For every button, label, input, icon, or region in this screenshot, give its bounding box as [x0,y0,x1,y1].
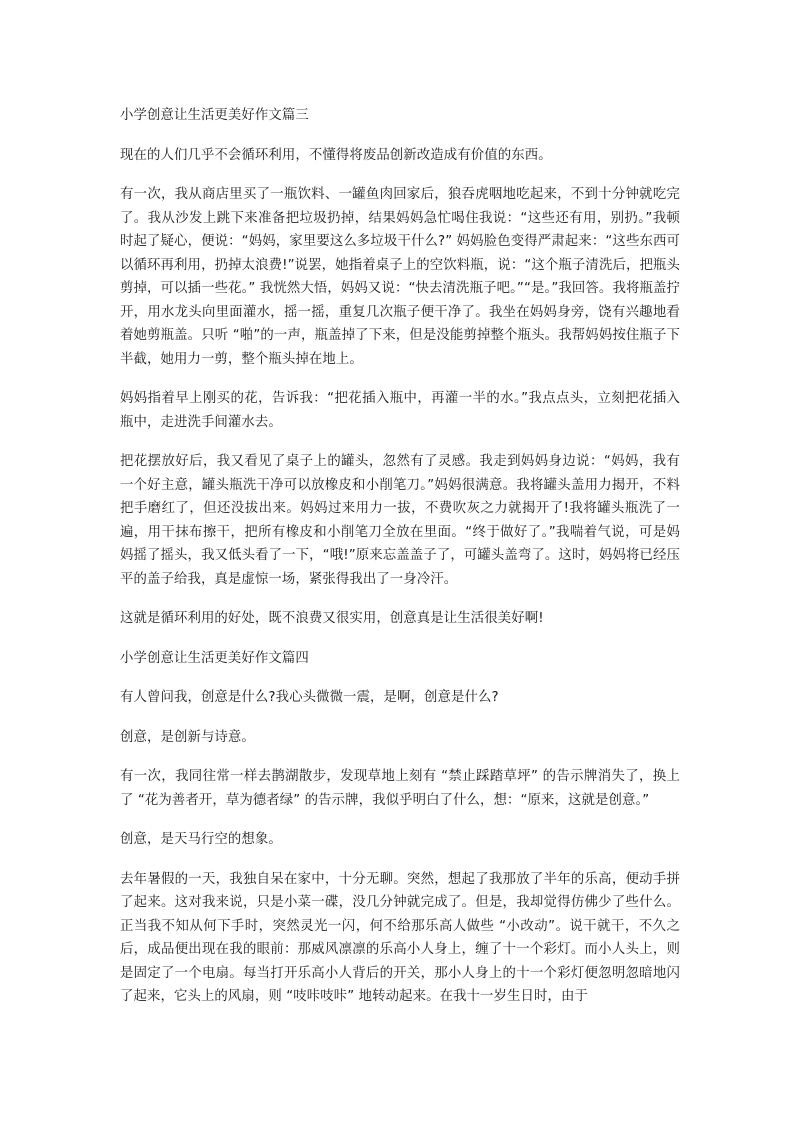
document-page [120,104,680,1025]
section-heading-four: 小学创意让生活更美好作文篇四 [120,650,309,666]
paragraph-conclusion: 这就是循环利用的好处，既不浪费又很实用，创意真是让生活很美好啊! [120,611,544,626]
paragraph-imagination: 创意，是天马行空的想象。 [120,832,282,847]
paragraph-flower: 妈妈指着早上刚买的花，告诉我：“把花插入瓶中，再灌一半的水。”我点点头，立刻把花插入瓶中，走进洗手间灌水去。 [120,391,680,430]
paragraph-lego-story: 去年暑假的一天，我独自呆在家中，十分无聊。突然，想起了我那放了半年的乐高，便动手拼了起来。这对我来说，只是小菜一碟，没几分钟就完成了。但是，我却觉得仿佛少了些什么。正当我不知从何下手时，突然灵光一闪，何不给那乐高人做些 “小改动”。说干就干，不久之后，成品便出现在我的眼前：那威风凛凛的乐高小人身上，缠了十一个彩灯。而小人头上，则是固定了一个电扇。每当打开乐高小人背后的开关，那小人身上的十一个彩灯便忽明忽暗地闪了起来，它头上的风扇，则 “吱咔吱咔” 地转动起来。在我十一岁生日时，由于 [120,871,680,1004]
paragraph-question: 有人曾问我，创意是什么?我心头微微一震，是啊，创意是什么? [120,690,499,705]
paragraph-lake-walk: 有一次，我同往常一样去鹊湖散步，发现草地上刻有 “禁止踩踏草坪” 的告示牌消失了，换上了 “花为善者开，草为德者绿” 的告示牌，我似乎明白了什么，想：“原来，这就是创意。” [120,769,680,808]
paragraph-can-story: 把花摆放好后，我又看见了桌子上的罐头，忽然有了灵感。我走到妈妈身边说：“妈妈，我有一个好主意，罐头瓶洗干净可以放橡皮和小削笔刀。”妈妈很满意。我将罐头盖用力揭开，不料把手磨红了，但还没拔出来。妈妈过来用力一拔，不费吹灰之力就揭开了!我将罐头瓶洗了一遍，用干抹布擦干，把所有橡皮和小削笔刀全放在里面。“终于做好了。”我喘着气说，可是妈妈摇了摇头，我又低头看了一下，“哦!”原来忘盖盖子了，可罐头盖弯了。这时，妈妈将已经压平的盖子给我，真是虚惊一场，紧张得我出了一身冷汗。 [120,454,680,587]
paragraph-bottle-story: 有一次，我从商店里买了一瓶饮料、一罐鱼肉回家后，狼吞虎咽地吃起来，不到十分钟就吃完了。我从沙发上跳下来准备把垃圾扔掉，结果妈妈急忙喝住我说：“这些还有用，别扔。”我顿时起了疑心，便说：“妈妈，家里要这么多垃圾干什么?” 妈妈脸色变得严肃起来：“这些东西可以循环再利用，扔掉太浪费!”说罢，她指着桌子上的空饮料瓶，说：“这个瓶子清洗后，把瓶头剪掉，可以插一些花。” 我恍然大悟，妈妈又说：“快去清洗瓶子吧。”“是。”我回答。我将瓶盖拧开，用水龙头向里面灌水，摇一摇，重复几次瓶子便干净了。我坐在妈妈身旁，饶有兴趣地看着她剪瓶盖。只听 “啪”的一声，瓶盖掉了下来，但是没能剪掉整个瓶头。我帮妈妈按住瓶子下半截，她用力一剪，整个瓶头掉在地上。 [120,187,680,367]
paragraph-intro: 现在的人们几乎不会循环利用，不懂得将废品创新改造成有价值的东西。 [120,147,552,163]
section-heading-three: 小学创意让生活更美好作文篇三 [120,108,309,123]
paragraph-innovation: 创意，是创新与诗意。 [120,729,255,745]
